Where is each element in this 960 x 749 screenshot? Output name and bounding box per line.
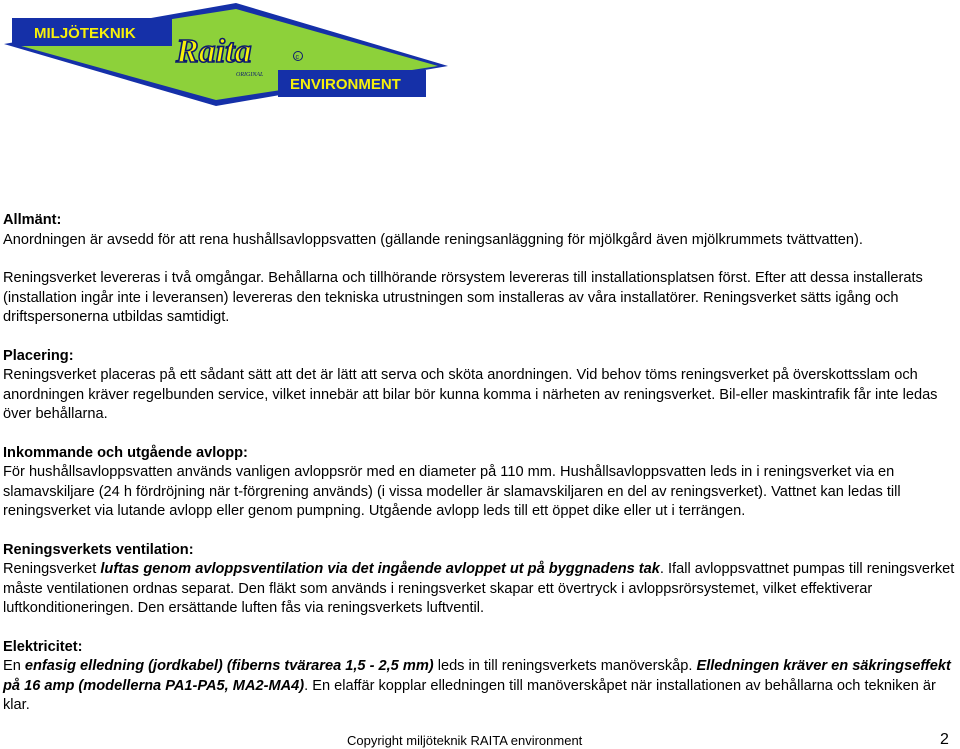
heading-ventilation: Reningsverkets ventilation: — [3, 541, 194, 558]
allmant-paragraph-2: Reningsverket levereras i två omgångar. Behållarna och tillhörande rörsystem levereras till installationsplatsen först. Efter att dessa installerats (installation ingår inte i leveransen) levereras den tekniska utrustningen som installeras av våra installatörer. Reningsverket sätts igång och driftspersonerna utbildas samtidigt. — [3, 270, 923, 325]
logo-text-top: MILJÖTEKNIK — [34, 25, 136, 42]
heading-elektricitet: Elektricitet: — [3, 638, 83, 655]
elektricitet-text — [3, 657, 958, 716]
elektricitet-text-1: En — [3, 658, 25, 674]
avlopp-text: För hushållsavloppsvatten används vanligen avloppsrör med en diameter på 110 mm. Hushållsavloppsvatten leds in i reningsverket via en slamavskiljare (24 h fördröjning när t-förgrening används) (i vissa modeller är slamavskiljaren en del av reningsverket). Vattnet kan ledas till reningsverket via lutande avlopp eller genom pumpning. Utgående avlopp leds till ett öppet dike eller ut i terrängen. — [3, 464, 901, 519]
paragraph-gap — [3, 250, 958, 269]
section-ventilation — [3, 541, 958, 619]
heading-placering: Placering: — [3, 347, 74, 364]
logo-text-bottom: ENVIRONMENT — [290, 76, 401, 93]
section-allmant — [3, 211, 958, 328]
logo-copyright-mark: c — [295, 54, 299, 61]
heading-allmant: Allmänt: — [3, 212, 62, 228]
allmant-paragraph-1: Anordningen är avsedd för att rena hushållsavloppsvatten (gällande reningsanläggning för mjölkgård även mjölkrummets tvättvatten). — [3, 231, 863, 248]
elektricitet-emphasis-2: Elledningen kräver en säkringseffekt på 16 amp (modellerna PA1-PA5, MA2-MA4) — [3, 658, 951, 694]
document-body — [3, 211, 958, 716]
placering-text: Reningsverket placeras på ett sådant sätt att det är lätt att serva och sköta anordningen. Vid behov töms reningsverket på överskottsslam och anordningen kräver regelbunden service, vilket innebär att bilar bör kunna komma i närheten av reningsverket. Bil-eller maskintrafik får inte ledas över behållarna. — [3, 367, 938, 422]
ventilation-text-1: Reningsverket — [3, 561, 101, 577]
page-number: 2 — [940, 731, 949, 748]
heading-avlopp: Inkommande och utgående avlopp: — [3, 444, 248, 461]
section-avlopp — [3, 444, 958, 522]
logo-brand-sub: ORIGINAL — [236, 72, 264, 78]
ventilation-text — [3, 560, 958, 619]
footer-copyright: Copyright miljöteknik RAITA environment — [347, 733, 583, 748]
ventilation-text-2: . Ifall avloppsvattnet pumpas till reningsverket måste ventilationen ordnas separat. Den fläkt som används i reningsverket skapar ett övertryck i avloppsrörsystemet, vilket effektiverar luftkonditioneringen. Den ersättande luften fås via reningsverkets luftventil. — [3, 561, 955, 616]
ventilation-text-emphasis: luftas genom avloppsventilation via det ingående avloppet ut på byggnadens tak — [100, 561, 660, 577]
elektricitet-text-2: leds in till reningsverkets manöverskåp. — [433, 658, 697, 674]
elektricitet-emphasis-1: enfasig elledning (jordkabel) (fiberns tvärarea 1,5 - 2,5 mm) — [24, 658, 434, 674]
company-logo — [0, 0, 452, 108]
section-elektricitet — [3, 638, 958, 716]
logo-brand: Raita — [176, 33, 252, 70]
elektricitet-text-3: . En elaffär kopplar elledningen till manöverskåpet när installationen av behållarna och tekniken är klar. — [3, 677, 936, 713]
section-placering — [3, 347, 958, 425]
